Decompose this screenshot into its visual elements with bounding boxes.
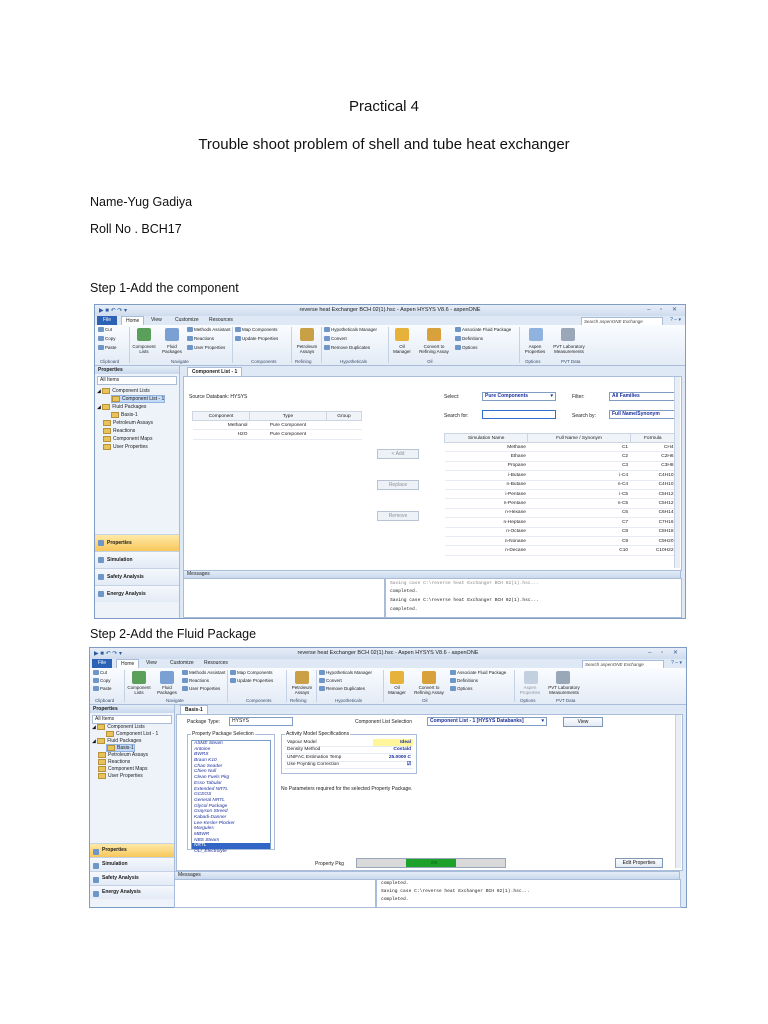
simulation-name-cell: Methane xyxy=(445,443,528,452)
list-item[interactable]: Margules xyxy=(194,826,214,832)
synonym-cell: C1 xyxy=(528,443,630,452)
separator xyxy=(316,670,317,702)
synonym-cell: C6 xyxy=(528,508,630,517)
list-item[interactable]: MBWR xyxy=(194,832,210,837)
document-title: Practical 4 xyxy=(348,98,420,115)
separator xyxy=(514,670,515,702)
separator xyxy=(129,327,130,363)
tab-resources[interactable]: Resources xyxy=(209,317,233,323)
package-type-label: Package Type: xyxy=(187,719,220,725)
message-line: Saving case C:\reverse heat Exchanger BCH 02(1).hsc... xyxy=(390,598,539,603)
list-item[interactable]: Esso Tabular xyxy=(194,780,222,786)
component-lists-button[interactable]: Component Lists xyxy=(132,344,156,354)
simulation-name-cell: n-Decane xyxy=(445,546,528,555)
filter-label: Filter: xyxy=(572,394,585,400)
synonym-cell: C2 xyxy=(528,452,630,461)
group-options: Options xyxy=(520,698,536,703)
search-exchange-input[interactable]: Search aspenONE Exchange xyxy=(581,317,663,326)
fluid-packages-button[interactable]: Fluid Packages xyxy=(157,685,177,695)
column-header: Group xyxy=(326,412,361,421)
definitions-button[interactable]: Definitions xyxy=(450,678,478,683)
nav-safety-analysis-button[interactable]: Safety Analysis xyxy=(90,871,174,885)
all-items-dropdown[interactable]: All Items xyxy=(92,715,172,724)
select-dropdown[interactable] xyxy=(482,392,556,401)
ribbon xyxy=(95,325,685,366)
table-row[interactable] xyxy=(285,746,413,754)
oil-manager-icon[interactable] xyxy=(395,328,409,341)
quick-access-toolbar[interactable]: ▶ ■ ↶ ↷ ▾ xyxy=(99,308,127,314)
copy-button[interactable]: Copy xyxy=(93,678,111,683)
table-row[interactable] xyxy=(445,452,676,461)
no-parameters-message: No Parameters required for the selected Property Package. xyxy=(281,786,413,792)
group-refining: Refining xyxy=(295,359,312,364)
list-item[interactable]: ASME Steam xyxy=(194,741,223,746)
tab-home[interactable]: Home xyxy=(121,316,144,326)
tree-fluid-packages[interactable]: ◢ Fluid Packages xyxy=(92,738,142,745)
all-items-dropdown[interactable]: All Items xyxy=(97,376,177,385)
list-item[interactable]: Grayson Streed xyxy=(194,809,228,815)
add-button[interactable]: < Add xyxy=(377,449,419,459)
chevron-down-icon: ▾ xyxy=(550,393,553,399)
simulation-name-cell: i-Butane xyxy=(445,471,528,480)
formula-cell: C3H8 xyxy=(630,461,675,470)
group-title: Property Package Selection xyxy=(192,731,254,737)
property-pkg-status-fill xyxy=(406,859,456,867)
column-header: Type xyxy=(249,412,326,421)
list-item[interactable]: Glycol Package xyxy=(194,803,228,809)
simulation-name-cell: n-Octane xyxy=(445,527,528,536)
spec-value-cell[interactable]: ☑ xyxy=(373,761,413,769)
component-list-dropdown[interactable] xyxy=(427,717,547,726)
tree-component-lists[interactable]: ◢ Component Lists xyxy=(97,388,150,395)
list-item[interactable]: GCEOS xyxy=(194,792,212,798)
nav-header: Properties xyxy=(95,366,179,374)
separator xyxy=(519,327,520,363)
table-row[interactable] xyxy=(445,499,676,508)
synonym-cell: n-C5 xyxy=(528,499,630,508)
spec-label-cell: Vapour Model xyxy=(285,739,373,746)
step-1-heading: Step 1-Add the component xyxy=(90,281,239,295)
nav-properties-button[interactable]: Properties xyxy=(90,843,174,857)
methods-assistant-button[interactable]: Methods Assistant xyxy=(182,670,226,675)
edit-properties-button[interactable]: Edit Properties xyxy=(615,858,663,868)
cut-button[interactable]: Cut xyxy=(93,670,107,675)
list-item[interactable]: Antoine xyxy=(194,746,211,752)
group-clipboard: Clipboard xyxy=(100,359,120,364)
component-lists-icon[interactable] xyxy=(137,328,151,341)
view-button[interactable]: View xyxy=(563,717,603,727)
menu-bar xyxy=(90,659,686,668)
tab-component-list-1[interactable]: Component List - 1 xyxy=(187,367,242,376)
tab-customize[interactable]: Customize xyxy=(170,660,194,666)
spec-label-cell: UNIFAC Estimation Temp xyxy=(285,754,373,762)
list-item[interactable]: Braun K10 xyxy=(194,758,217,764)
formula-cell: CH4 xyxy=(630,443,675,452)
convert-refining-icon[interactable] xyxy=(422,671,436,684)
property-pkg-label: Property Pkg xyxy=(315,861,344,867)
nav-simulation-button[interactable]: Simulation xyxy=(95,551,179,568)
separator xyxy=(227,670,228,702)
synonym-cell: C7 xyxy=(528,518,630,527)
select-label: Select: xyxy=(444,394,460,400)
tab-view[interactable]: View xyxy=(151,317,162,323)
tree-petroleum-assays[interactable]: Petroleum Assays xyxy=(98,752,148,758)
component-lists-icon[interactable] xyxy=(132,671,146,684)
options-button[interactable]: Options xyxy=(455,345,478,350)
tab-view[interactable]: View xyxy=(146,660,157,666)
convert-button[interactable]: Convert xyxy=(319,678,342,683)
window-title: reverse heat Exchanger BCH 02(1).hsc - Aspen HYSYS V8.6 - aspenONE xyxy=(299,307,481,313)
tab-basis-1[interactable]: Basis-1 xyxy=(180,705,208,714)
list-item[interactable]: Extended NRTL xyxy=(194,786,229,792)
column-header: Component xyxy=(193,412,250,421)
formula-cell: C5H12 xyxy=(630,489,675,498)
group-navigate: Navigate xyxy=(166,698,184,703)
simulation-name-cell: n-Hexane xyxy=(445,508,528,517)
status-text: OK xyxy=(430,860,438,865)
aspen-properties-icon[interactable] xyxy=(529,328,543,341)
separator xyxy=(321,327,322,363)
simulation-name-cell: i-Pentane xyxy=(445,489,528,498)
formula-cell: C2H6 xyxy=(630,452,675,461)
spec-value-cell[interactable]: Costald xyxy=(373,746,413,754)
synonym-cell: i-C5 xyxy=(528,489,630,498)
petroleum-assays-button[interactable]: Petroleum Assays xyxy=(291,685,313,695)
list-item[interactable]: Chao Seader xyxy=(194,763,223,769)
map-components-button[interactable]: Map Components xyxy=(230,670,273,675)
table-row[interactable] xyxy=(445,443,676,452)
paste-button[interactable]: Paste xyxy=(98,345,117,350)
message-line: completed. xyxy=(390,607,418,612)
group-options: Options xyxy=(525,359,541,364)
user-properties-button[interactable]: User Properties xyxy=(182,686,220,691)
nav-energy-analysis-button[interactable]: Energy Analysis xyxy=(95,585,179,602)
group-refining: Refining xyxy=(290,698,307,703)
tree-basis-1[interactable]: Basis-1 xyxy=(111,412,138,418)
vertical-scrollbar[interactable] xyxy=(675,715,681,868)
table-row[interactable] xyxy=(445,536,676,545)
update-properties-button[interactable]: Update Properties xyxy=(235,336,278,341)
formula-cell: C5H12 xyxy=(630,499,675,508)
tree-user-properties[interactable]: User Properties xyxy=(98,773,143,779)
synonym-cell: C8 xyxy=(528,527,630,536)
separator xyxy=(383,670,384,702)
remove-duplicates-button[interactable]: Remove Duplicates xyxy=(324,345,370,350)
reactions-button[interactable]: Reactions xyxy=(187,336,214,341)
menu-bar xyxy=(95,316,685,325)
list-item[interactable]: Clean Fuels Pkg xyxy=(194,775,230,781)
tab-file[interactable]: File xyxy=(92,659,112,668)
group-navigate: Navigate xyxy=(171,359,189,364)
tab-home[interactable]: Home xyxy=(116,659,139,669)
group-components: Components xyxy=(246,698,272,703)
group-cell xyxy=(326,421,361,430)
group-clipboard: Clipboard xyxy=(95,698,115,703)
help-icon[interactable]: ? – ▾ xyxy=(670,317,681,323)
column-header: Full Name / Synonym xyxy=(528,434,630,443)
tree-petroleum-assays[interactable]: Petroleum Assays xyxy=(103,420,153,426)
separator xyxy=(291,327,292,363)
table-row[interactable] xyxy=(445,518,676,527)
aspen-properties-button[interactable]: Aspen Properties xyxy=(524,344,546,354)
convert-refining-icon[interactable] xyxy=(427,328,441,341)
hypotheticals-manager-button[interactable]: Hypotheticals Manager xyxy=(319,670,372,675)
simulation-name-cell: n-Heptane xyxy=(445,518,528,527)
simulation-name-cell: n-Nonane xyxy=(445,536,528,545)
remove-button[interactable]: Remove xyxy=(377,511,419,521)
properties-navigation-pane xyxy=(95,366,180,618)
hysys-window-components xyxy=(94,304,686,619)
aspen-properties-icon[interactable] xyxy=(524,671,538,684)
convert-button[interactable]: Convert xyxy=(324,336,347,341)
separator xyxy=(388,327,389,363)
tab-file[interactable]: File xyxy=(97,316,117,325)
synonym-cell: C10 xyxy=(528,546,630,555)
messages-header: Messages xyxy=(183,570,681,579)
spec-value-cell[interactable]: Ideal xyxy=(373,739,413,746)
formula-cell: C6H14 xyxy=(630,508,675,517)
group-pvt-data: PVT Data xyxy=(561,359,581,364)
search-exchange-input[interactable]: Search aspenONE Exchange xyxy=(582,660,664,669)
synonym-cell: n-C4 xyxy=(528,480,630,489)
convert-to-refining-assay-button[interactable]: Convert to Refining Assay xyxy=(419,344,449,354)
package-type-field[interactable]: HYSYS xyxy=(229,717,293,726)
formula-cell: C10H22 xyxy=(630,546,675,555)
document-subtitle: Trouble shoot problem of shell and tube heat exchanger xyxy=(198,136,570,153)
activity-model-specifications-group xyxy=(281,731,417,774)
formula-cell: C7H16 xyxy=(630,518,675,527)
table-row[interactable] xyxy=(445,546,676,555)
formula-cell: C9H20 xyxy=(630,536,675,545)
message-line: completed. xyxy=(390,589,418,594)
list-item[interactable]: NBS Steam xyxy=(194,837,220,843)
table-row[interactable] xyxy=(285,761,413,769)
list-item[interactable]: General NRTL xyxy=(194,797,225,803)
column-header: Simulation Name xyxy=(445,434,528,443)
simulation-name-cell: n-Butane xyxy=(445,480,528,489)
nav-safety-analysis-button[interactable]: Safety Analysis xyxy=(95,568,179,585)
list-item[interactable]: Lee-Kesler-Plocker xyxy=(194,820,235,826)
tree-component-list-1[interactable]: Component List - 1 xyxy=(106,731,158,737)
property-package-selection-group xyxy=(187,731,275,855)
replace-button[interactable]: Replace xyxy=(377,480,419,490)
formula-cell: C8H18 xyxy=(630,527,675,536)
window-controls[interactable]: – ▫ ✕ xyxy=(648,650,682,656)
table-row[interactable] xyxy=(445,527,676,536)
message-line: Saving case C:\reverse heat Exchanger BCH 02(1).hsc... xyxy=(390,581,539,586)
synonym-cell: C3 xyxy=(528,461,630,470)
properties-navigation-pane xyxy=(90,705,175,907)
tree-component-list-1[interactable]: Component List - 1 xyxy=(111,396,165,402)
added-components-table xyxy=(192,411,362,440)
pvt-lab-icon[interactable] xyxy=(556,671,570,684)
table-row[interactable] xyxy=(445,471,676,480)
petroleum-assays-button[interactable]: Petroleum Assays xyxy=(296,344,318,354)
petroleum-assays-icon[interactable] xyxy=(300,328,314,341)
tree-component-lists[interactable]: ◢ Component Lists xyxy=(92,724,145,731)
component-cell: Methanol xyxy=(193,421,250,430)
nav-energy-analysis-button[interactable]: Energy Analysis xyxy=(90,885,174,899)
table-row[interactable] xyxy=(193,430,362,439)
cut-button[interactable]: Cut xyxy=(98,327,112,332)
student-name: Name-Yug Gadiya xyxy=(90,195,193,209)
options-button[interactable]: Options xyxy=(450,686,473,691)
separator xyxy=(286,670,287,702)
petroleum-assays-icon[interactable] xyxy=(295,671,309,684)
search-by-field[interactable]: Full Name/Synonym xyxy=(609,410,676,419)
component-lists-button[interactable]: Component Lists xyxy=(127,685,151,695)
component-list-value: Component List - 1 [HYSYS Databanks] xyxy=(430,718,524,724)
tree-basis-1[interactable]: Basis-1 xyxy=(106,745,135,751)
tab-customize[interactable]: Customize xyxy=(175,317,199,323)
spec-label-cell: Density Method xyxy=(285,746,373,754)
table-row[interactable] xyxy=(193,421,362,430)
group-cell xyxy=(326,430,361,439)
separator xyxy=(232,327,233,363)
hypotheticals-manager-button[interactable]: Hypotheticals Manager xyxy=(324,327,377,332)
fluid-packages-button[interactable]: Fluid Packages xyxy=(162,344,182,354)
simulation-name-cell: n-Pentane xyxy=(445,499,528,508)
associate-fluid-package-button[interactable]: Associate Fluid Package xyxy=(455,327,511,332)
paste-button[interactable]: Paste xyxy=(93,686,112,691)
chevron-down-icon: ▾ xyxy=(541,718,544,724)
nav-header: Properties xyxy=(90,705,174,713)
pvt-lab-icon[interactable] xyxy=(561,328,575,341)
definitions-button[interactable]: Definitions xyxy=(455,336,483,341)
messages-header: Messages xyxy=(174,871,680,880)
list-item[interactable]: BWRS xyxy=(194,752,209,758)
synonym-cell: i-C4 xyxy=(528,471,630,480)
table-row[interactable] xyxy=(285,739,413,746)
spec-value-cell[interactable]: 25.0000 C xyxy=(373,754,413,762)
source-databank-label: Source Databank: HYSYS xyxy=(189,394,248,400)
table-row[interactable] xyxy=(285,754,413,762)
message-line: completed. xyxy=(381,881,409,886)
reactions-button[interactable]: Reactions xyxy=(182,678,209,683)
type-cell: Pure Component xyxy=(249,421,326,430)
fluid-packages-icon[interactable] xyxy=(160,671,174,684)
nav-properties-button[interactable]: Properties xyxy=(95,534,179,551)
messages-left-pane xyxy=(183,578,385,618)
component-list-pane xyxy=(183,376,682,571)
simulation-name-cell: Propane xyxy=(445,461,528,470)
group-components: Components xyxy=(251,359,277,364)
table-row[interactable] xyxy=(445,461,676,470)
column-header: Formula xyxy=(630,434,675,443)
oil-manager-button[interactable]: Oil Manager xyxy=(388,685,406,695)
message-line: Saving case C:\reverse heat Exchanger BCH 02(1).hsc... xyxy=(381,889,530,894)
pvt-laboratory-button[interactable]: PVT Laboratory Measurements xyxy=(553,344,585,354)
tab-resources[interactable]: Resources xyxy=(204,660,228,666)
spec-label-cell: Use Poynting Correction xyxy=(285,761,373,769)
table-row[interactable] xyxy=(445,480,676,489)
hysys-window-fluid-package xyxy=(89,647,687,908)
ribbon xyxy=(90,668,686,705)
group-hypotheticals: Hypotheticals xyxy=(340,359,368,364)
step-2-heading: Step 2-Add the Fluid Package xyxy=(90,627,257,641)
search-by-label: Search by: xyxy=(572,413,596,419)
property-package-list[interactable] xyxy=(191,740,271,855)
databank-rows xyxy=(445,443,676,556)
group-oil: Oil xyxy=(422,698,428,703)
oil-manager-button[interactable]: Oil Manager xyxy=(393,344,411,354)
tree-fluid-packages[interactable]: ◢ Fluid Packages xyxy=(97,404,147,411)
separator xyxy=(124,670,125,702)
aspen-properties-button[interactable]: Aspen Properties xyxy=(519,685,541,695)
messages-left-pane xyxy=(174,879,376,908)
property-pkg-status-bar xyxy=(356,858,506,868)
group-oil: Oil xyxy=(427,359,433,364)
tree-reactions[interactable]: Reactions xyxy=(98,759,130,765)
simulation-name-cell: Ethane xyxy=(445,452,528,461)
tree-component-maps[interactable]: Component Maps xyxy=(98,766,147,772)
tree-reactions[interactable]: Reactions xyxy=(103,428,135,434)
activity-model-table xyxy=(285,739,413,769)
messages-log-pane xyxy=(385,578,682,618)
component-list-selection-label: Component List Selection xyxy=(355,719,412,725)
table-row[interactable] xyxy=(445,508,676,517)
associate-fluid-package-button[interactable]: Associate Fluid Package xyxy=(450,670,506,675)
remove-duplicates-button[interactable]: Remove Duplicates xyxy=(319,686,365,691)
formula-cell: C4H10 xyxy=(630,480,675,489)
group-hypotheticals: Hypotheticals xyxy=(335,698,363,703)
type-cell: Pure Component xyxy=(249,430,326,439)
messages-log-pane xyxy=(376,879,681,908)
nav-simulation-button[interactable]: Simulation xyxy=(90,857,174,871)
tree-user-properties[interactable]: User Properties xyxy=(103,444,148,450)
user-properties-button[interactable]: User Properties xyxy=(187,345,225,350)
title-bar xyxy=(95,305,685,316)
group-pvt-data: PVT Data xyxy=(556,698,576,703)
search-for-input[interactable] xyxy=(482,410,556,419)
table-row[interactable] xyxy=(445,489,676,498)
list-item[interactable]: Kabadi-Danner xyxy=(194,814,227,820)
roll-number: Roll No . BCH17 xyxy=(90,222,182,236)
update-properties-button[interactable]: Update Properties xyxy=(230,678,273,683)
list-item[interactable]: Chien Null xyxy=(194,769,217,775)
component-cell: H2O xyxy=(193,430,250,439)
vertical-scrollbar[interactable] xyxy=(674,377,680,568)
oil-manager-icon[interactable] xyxy=(390,671,404,684)
copy-button[interactable]: Copy xyxy=(98,336,116,341)
map-components-button[interactable]: Map Components xyxy=(235,327,278,332)
fluid-package-pane xyxy=(176,714,683,871)
formula-cell: C4H10 xyxy=(630,471,675,480)
help-icon[interactable]: ? – ▾ xyxy=(671,660,682,666)
title-bar xyxy=(90,648,686,659)
quick-access-toolbar[interactable]: ▶ ■ ↶ ↷ ▾ xyxy=(94,651,122,657)
convert-to-refining-assay-button[interactable]: Convert to Refining Assay xyxy=(414,685,444,695)
message-line: completed. xyxy=(381,897,409,902)
pvt-laboratory-button[interactable]: PVT Laboratory Measurements xyxy=(548,685,580,695)
group-title: Activity Model Specifications xyxy=(286,731,350,737)
fluid-packages-icon[interactable] xyxy=(165,328,179,341)
methods-assistant-button[interactable]: Methods Assistant xyxy=(187,327,231,332)
synonym-cell: C9 xyxy=(528,536,630,545)
window-controls[interactable]: – ▫ ✕ xyxy=(647,307,681,313)
tree-component-maps[interactable]: Component Maps xyxy=(103,436,152,442)
select-value: Pure Components xyxy=(485,393,529,399)
list-item[interactable]: NRTL xyxy=(192,843,270,849)
window-title: reverse heat Exchanger BCH 02(1).hsc - Aspen HYSYS V8.6 - aspenONE xyxy=(297,650,479,656)
list-item[interactable]: OLI_Electrolyte xyxy=(194,849,227,855)
filter-field[interactable]: All Families xyxy=(609,392,676,401)
databank-components-table xyxy=(444,433,676,556)
search-for-label: Search for: xyxy=(444,413,469,419)
